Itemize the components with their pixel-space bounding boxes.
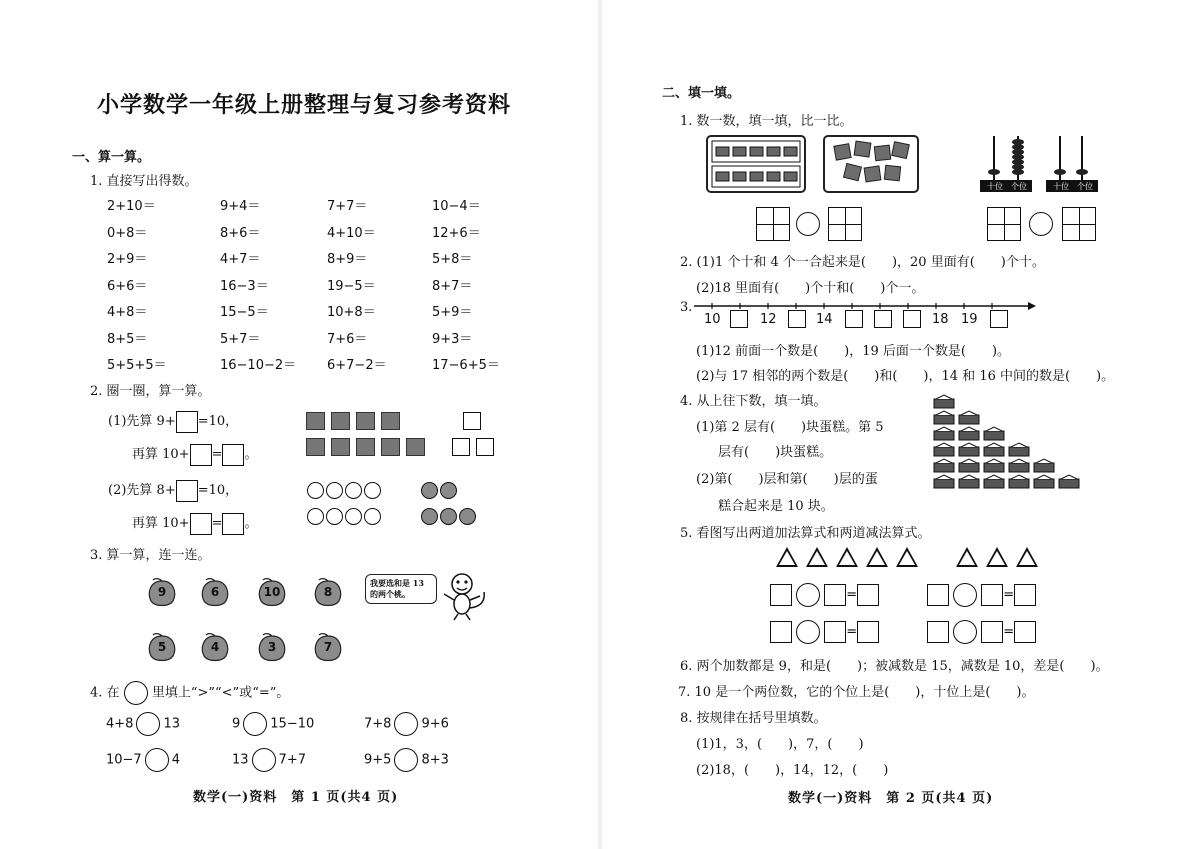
peach-number: 4 bbox=[210, 640, 220, 654]
compare-circle[interactable] bbox=[796, 212, 820, 236]
cake-block bbox=[934, 395, 954, 408]
question-2-1: 1. 数一数，填一填，比一比。 bbox=[680, 114, 853, 129]
compare-circle-example bbox=[124, 681, 148, 705]
equation-row bbox=[927, 620, 1036, 644]
calc-item: 4+8＝ bbox=[107, 305, 148, 320]
filled-square bbox=[356, 438, 375, 456]
calc-item: 5+5+5＝ bbox=[107, 358, 167, 373]
filled-circle bbox=[421, 482, 438, 499]
triangle-icon bbox=[986, 547, 1008, 567]
question-2-3a: (1)12 前面一个数是( )，19 后面一个数是( )。 bbox=[696, 344, 1011, 359]
calc-item: 17−6+5＝ bbox=[432, 358, 500, 373]
filled-square bbox=[331, 412, 350, 430]
calc-item: 10+8＝ bbox=[327, 305, 376, 320]
empty-circle bbox=[307, 482, 324, 499]
calc-item: 16−10−2＝ bbox=[220, 358, 297, 373]
peach-number: 10 bbox=[263, 585, 281, 599]
number-line-label: 12 bbox=[760, 312, 777, 327]
peach-icon[interactable] bbox=[311, 577, 345, 607]
calc-item: 15−5＝ bbox=[220, 305, 269, 320]
filled-square bbox=[306, 412, 325, 430]
compare-circle[interactable] bbox=[136, 712, 160, 736]
question-2-6: 6. 两个加数都是 9，和是( )；被减数是 15，减数是 10，差是( )。 bbox=[680, 659, 1109, 674]
empty-square bbox=[452, 438, 470, 456]
calc-item: 10−4＝ bbox=[432, 199, 481, 214]
cracker-icons bbox=[825, 137, 917, 191]
filled-square bbox=[331, 438, 350, 456]
question-2-7: 7. 10 是一个两位数，它的个位上是( )，十位上是( )。 bbox=[678, 685, 1035, 700]
number-line-blank[interactable] bbox=[845, 310, 863, 328]
circle-calc-2-step-2: 再算 10+ = 。 bbox=[132, 512, 258, 535]
cake-picture-frame bbox=[706, 135, 806, 193]
page-title: 小学数学一年级上册整理与复习参考资料 bbox=[97, 92, 512, 118]
cake-block bbox=[1009, 459, 1029, 472]
compare-circle[interactable] bbox=[394, 712, 418, 736]
equation-blank[interactable] bbox=[1014, 621, 1036, 643]
calc-item: 8+9＝ bbox=[327, 252, 368, 267]
empty-circle bbox=[345, 508, 362, 525]
compare-left: 10−7 bbox=[106, 752, 142, 768]
compare-right: 9+6 bbox=[421, 716, 449, 732]
compare-right: 4 bbox=[171, 752, 180, 768]
number-line-blank[interactable] bbox=[788, 310, 806, 328]
question-1-4: 4. 在 里填上“>”“<”或“=”。 bbox=[90, 681, 289, 705]
cake-block bbox=[934, 475, 954, 488]
calc-item: 12+6＝ bbox=[432, 225, 481, 241]
question-2-4: 4. 从上往下数，填一填。 bbox=[680, 394, 827, 409]
equals-sign: = bbox=[846, 587, 858, 603]
abacus-label-ones: 个位 bbox=[1006, 181, 1032, 192]
question-1-2: 2. 圈一圈，算一算。 bbox=[90, 384, 211, 399]
equation-blank[interactable] bbox=[927, 621, 949, 643]
empty-circle bbox=[364, 482, 381, 499]
number-line-blank[interactable] bbox=[990, 310, 1008, 328]
triangle-icon bbox=[806, 547, 828, 567]
answer-box[interactable] bbox=[190, 513, 212, 535]
question-2-3b: (2)与 17 相邻的两个数是( )和( )，14 和 16 中间的数是( )。 bbox=[696, 369, 1115, 384]
peach-icon[interactable] bbox=[198, 632, 232, 662]
empty-circle bbox=[326, 482, 343, 499]
number-line-label: 19 bbox=[961, 312, 978, 327]
equals-sign: = bbox=[846, 624, 858, 640]
calc-item: 5+7＝ bbox=[220, 331, 261, 347]
question-2-4b-line2: 糕合起来是 10 块。 bbox=[718, 499, 834, 514]
peach-icon[interactable] bbox=[311, 632, 345, 662]
cake-block bbox=[1059, 475, 1079, 488]
cake-block bbox=[959, 411, 979, 424]
calc-item: 8+7＝ bbox=[432, 278, 473, 294]
peach-number: 6 bbox=[210, 585, 220, 599]
operator-blank[interactable] bbox=[796, 620, 820, 644]
cake-icons bbox=[708, 137, 804, 191]
calc-item: 0+8＝ bbox=[107, 225, 148, 241]
tens-ones-grid[interactable] bbox=[828, 207, 862, 241]
calc-item: 16−3＝ bbox=[220, 278, 269, 294]
operator-blank[interactable] bbox=[953, 620, 977, 644]
filled-square bbox=[381, 412, 400, 430]
monkey-icon bbox=[440, 570, 492, 622]
equation-row bbox=[770, 620, 879, 644]
cake-block bbox=[984, 443, 1004, 456]
triangle-icon bbox=[896, 547, 918, 567]
page-footer: 数学(一)资料 第 1 页(共4 页) bbox=[193, 790, 399, 805]
compare-circle[interactable] bbox=[243, 712, 267, 736]
triangle-icon bbox=[1016, 547, 1038, 567]
tens-ones-grid[interactable] bbox=[756, 207, 790, 241]
filled-square bbox=[381, 438, 400, 456]
cake-block bbox=[1009, 475, 1029, 488]
operator-blank[interactable] bbox=[796, 583, 820, 607]
empty-square bbox=[463, 412, 481, 430]
abacus-label-ones: 个位 bbox=[1072, 181, 1098, 192]
calc-item: 9+4＝ bbox=[220, 199, 261, 214]
cake-block bbox=[934, 459, 954, 472]
question-2-3-number: 3. bbox=[680, 300, 693, 315]
peach-number: 9 bbox=[157, 585, 167, 599]
empty-circle bbox=[364, 508, 381, 525]
equation-blank[interactable] bbox=[857, 584, 879, 606]
question-2-4a-line1: (1)第 2 层有( )块蛋糕。第 5 bbox=[696, 420, 884, 435]
cake-block bbox=[959, 459, 979, 472]
compare-circle[interactable] bbox=[1029, 212, 1053, 236]
calc-item: 7+7＝ bbox=[327, 199, 368, 214]
calc-item: 19−5＝ bbox=[327, 278, 376, 294]
calc-item: 4+7＝ bbox=[220, 252, 261, 267]
compare-item bbox=[106, 712, 180, 736]
compare-left: 9 bbox=[232, 716, 241, 732]
calc-item: 8+6＝ bbox=[220, 225, 261, 241]
number-line-label: 18 bbox=[932, 312, 949, 327]
equation-blank[interactable] bbox=[1014, 584, 1036, 606]
equation-blank[interactable] bbox=[824, 584, 846, 606]
abacus-label-tens: 十位 bbox=[982, 181, 1008, 192]
triangle-icon bbox=[956, 547, 978, 567]
compare-left: 7+8 bbox=[364, 716, 392, 732]
empty-circle bbox=[326, 508, 343, 525]
calc-item: 8+5＝ bbox=[107, 331, 148, 347]
question-2-4b-line1: (2)第( )层和第( )层的蛋 bbox=[696, 472, 878, 487]
abacus-label-tens: 十位 bbox=[1048, 181, 1074, 192]
compare-right: 15−10 bbox=[270, 716, 315, 732]
answer-box[interactable] bbox=[222, 444, 244, 466]
question-2-2b: (2)18 里面有( )个十和( )个一。 bbox=[696, 281, 925, 296]
cracker-picture-frame bbox=[823, 135, 919, 193]
peach-icon[interactable] bbox=[255, 577, 289, 607]
question-2-8b: (2)18，( )，14，12，( ) bbox=[696, 763, 889, 778]
speech-bubble: 我要选和是 13 的两个桃。 bbox=[365, 574, 437, 604]
equals-sign: = bbox=[1003, 624, 1015, 640]
triangle-icon bbox=[866, 547, 888, 567]
compare-circle[interactable] bbox=[145, 748, 169, 772]
cake-block bbox=[984, 459, 1004, 472]
number-line-blank[interactable] bbox=[903, 310, 921, 328]
calc-item: 6+6＝ bbox=[107, 278, 148, 294]
triangle-icon bbox=[776, 547, 798, 567]
compare-right: 13 bbox=[163, 716, 180, 732]
number-line-label: 14 bbox=[816, 312, 833, 327]
calc-item: 2+9＝ bbox=[107, 252, 148, 267]
filled-circle bbox=[459, 508, 476, 525]
equation-row bbox=[927, 583, 1036, 607]
tens-ones-grid[interactable] bbox=[987, 207, 1021, 241]
question-2-8: 8. 按规律在括号里填数。 bbox=[680, 711, 827, 726]
equation-blank[interactable] bbox=[770, 621, 792, 643]
compare-item bbox=[232, 748, 306, 772]
peach-number: 5 bbox=[157, 640, 167, 654]
filled-circle bbox=[440, 508, 457, 525]
circle-calc-2-step-1: (2)先算 8+ =10， bbox=[108, 479, 238, 502]
number-line-blank[interactable] bbox=[874, 310, 892, 328]
equation-blank[interactable] bbox=[981, 621, 1003, 643]
compare-circle[interactable] bbox=[252, 748, 276, 772]
question-2-4a-line2: 层有( )块蛋糕。 bbox=[718, 445, 833, 460]
section-heading-2: 二、填一填。 bbox=[662, 86, 741, 101]
peach-icon[interactable] bbox=[145, 577, 179, 607]
section-heading-1: 一、算一算。 bbox=[72, 150, 151, 165]
calc-item: 2+10＝ bbox=[107, 199, 156, 214]
question-2-8a: (1)1，3，( )，7，( ) bbox=[696, 737, 864, 752]
equation-blank[interactable] bbox=[770, 584, 792, 606]
equation-blank[interactable] bbox=[981, 584, 1003, 606]
cake-block bbox=[934, 427, 954, 440]
empty-square bbox=[476, 438, 494, 456]
compare-item bbox=[364, 712, 449, 736]
answer-box[interactable] bbox=[176, 480, 198, 502]
number-line-label: 10 bbox=[704, 312, 721, 327]
compare-left: 9+5 bbox=[364, 752, 392, 768]
compare-item bbox=[364, 748, 449, 772]
cake-block bbox=[984, 427, 1004, 440]
cake-pyramid-icon bbox=[930, 392, 1110, 496]
cake-block bbox=[1009, 443, 1029, 456]
question-1-1: 1. 直接写出得数。 bbox=[90, 174, 198, 189]
peach-icon[interactable] bbox=[198, 577, 232, 607]
cake-block bbox=[934, 443, 954, 456]
compare-left: 4+8 bbox=[106, 716, 134, 732]
cake-block bbox=[959, 475, 979, 488]
calc-item: 4+10＝ bbox=[327, 225, 376, 241]
question-2-5: 5. 看图写出两道加法算式和两道减法算式。 bbox=[680, 526, 931, 541]
peach-icon[interactable] bbox=[145, 632, 179, 662]
answer-box[interactable] bbox=[176, 411, 198, 433]
calc-item: 9+3＝ bbox=[432, 331, 473, 347]
answer-box[interactable] bbox=[190, 444, 212, 466]
tens-ones-grid[interactable] bbox=[1062, 207, 1096, 241]
equation-blank[interactable] bbox=[857, 621, 879, 643]
question-1-3: 3. 算一算，连一连。 bbox=[90, 548, 211, 563]
compare-item bbox=[106, 748, 180, 772]
empty-circle bbox=[307, 508, 324, 525]
operator-blank[interactable] bbox=[953, 583, 977, 607]
equation-row bbox=[770, 583, 879, 607]
equation-blank[interactable] bbox=[927, 584, 949, 606]
page-footer: 数学(一)资料 第 2 页(共4 页) bbox=[788, 791, 994, 806]
circle-calc-1-step-2: 再算 10+ = 。 bbox=[132, 443, 258, 466]
circle-calc-1-step-1: (1)先算 9+ =10， bbox=[108, 410, 238, 433]
empty-circle bbox=[345, 482, 362, 499]
cake-block bbox=[959, 427, 979, 440]
cake-block bbox=[959, 443, 979, 456]
peach-number: 7 bbox=[323, 640, 333, 654]
peach-number: 3 bbox=[267, 640, 277, 654]
compare-right: 7+7 bbox=[278, 752, 306, 768]
filled-circle bbox=[421, 508, 438, 525]
compare-left: 13 bbox=[232, 752, 249, 768]
calc-item: 6+7−2＝ bbox=[327, 358, 387, 373]
compare-right: 8+3 bbox=[421, 752, 449, 768]
compare-item bbox=[232, 712, 314, 736]
number-line-blank[interactable] bbox=[730, 310, 748, 328]
cake-block bbox=[934, 411, 954, 424]
cake-block bbox=[984, 475, 1004, 488]
triangle-icon bbox=[836, 547, 858, 567]
filled-square bbox=[306, 438, 325, 456]
equals-sign: = bbox=[1003, 587, 1015, 603]
cake-block bbox=[1034, 475, 1054, 488]
calc-item: 5+8＝ bbox=[432, 252, 473, 267]
peach-icon[interactable] bbox=[255, 632, 289, 662]
calc-item: 7+6＝ bbox=[327, 331, 368, 347]
filled-square bbox=[406, 438, 425, 456]
filled-circle bbox=[440, 482, 457, 499]
compare-circle[interactable] bbox=[394, 748, 418, 772]
cake-block bbox=[1034, 459, 1054, 472]
filled-square bbox=[356, 412, 375, 430]
equation-blank[interactable] bbox=[824, 621, 846, 643]
answer-box[interactable] bbox=[222, 513, 244, 535]
question-2-2a: 2. (1)1 个十和 4 个一合起来是( )，20 里面有( )个十。 bbox=[680, 255, 1045, 270]
page-right bbox=[600, 0, 1200, 849]
peach-number: 8 bbox=[323, 585, 333, 599]
calc-item: 5+9＝ bbox=[432, 305, 473, 320]
